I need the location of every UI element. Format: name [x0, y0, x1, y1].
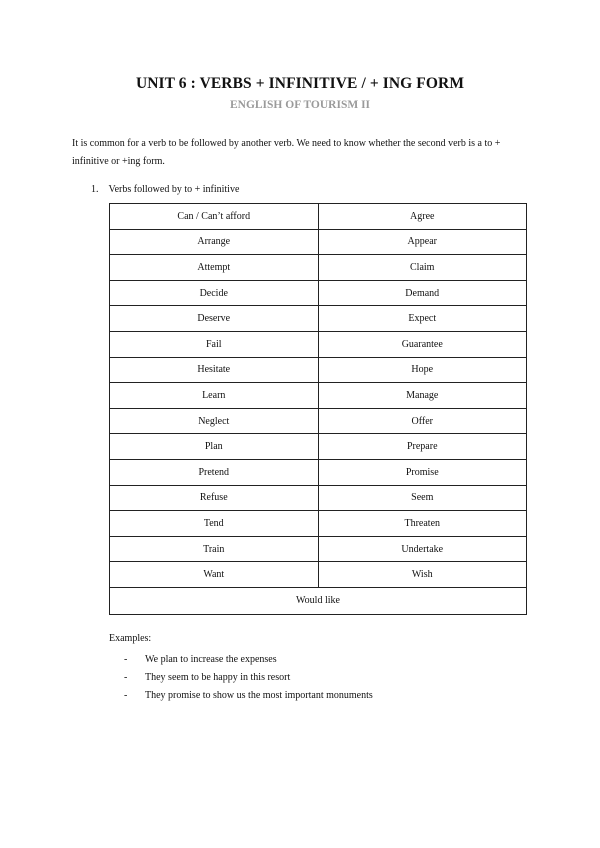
intro-line-1: It is common for a verb to be followed by another verb. We need to know whether the second verb is a to +	[72, 138, 501, 149]
verb-cell-left: Arrange	[110, 229, 319, 255]
verb-cell-left: Decide	[110, 280, 319, 306]
verb-cell-right: Manage	[318, 383, 527, 409]
verb-cell-right: Appear	[318, 229, 527, 255]
table-row	[110, 485, 527, 511]
example-item	[124, 651, 373, 669]
verb-cell-right: Offer	[318, 408, 527, 434]
verb-cell-right: Hope	[318, 357, 527, 383]
page-subtitle: ENGLISH OF TOURISM II	[229, 99, 371, 111]
verbs-table	[109, 203, 527, 615]
verb-cell-right: Claim	[318, 255, 527, 281]
example-bullet: -	[124, 672, 128, 683]
table-row	[110, 383, 527, 409]
table-row	[110, 204, 527, 230]
table-row	[110, 306, 527, 332]
examples-label: Examples:	[109, 633, 152, 644]
example-item	[124, 687, 373, 705]
section-heading-text: Verbs followed by to + infinitive	[108, 184, 240, 195]
example-text: They promise to show us the most important monuments	[145, 690, 373, 701]
examples-list	[124, 651, 373, 705]
verb-cell-left: Tend	[110, 511, 319, 537]
verb-cell-left: Want	[110, 562, 319, 588]
verb-cell-left: Pretend	[110, 459, 319, 485]
page-title: UNIT 6 : VERBS + INFINITIVE / + ING FORM	[135, 75, 465, 92]
table-row	[110, 459, 527, 485]
verb-cell-left: Fail	[110, 331, 319, 357]
table-row	[110, 331, 527, 357]
table-row	[110, 357, 527, 383]
verb-cell-left: Plan	[110, 434, 319, 460]
verb-cell-right: Wish	[318, 562, 527, 588]
table-row	[110, 229, 527, 255]
example-text: We plan to increase the expenses	[145, 654, 277, 665]
verb-cell-left: Refuse	[110, 485, 319, 511]
table-row	[110, 511, 527, 537]
verb-cell-left: Attempt	[110, 255, 319, 281]
table-row	[110, 562, 527, 588]
table-row	[110, 434, 527, 460]
verb-cell-left: Learn	[110, 383, 319, 409]
example-bullet: -	[124, 654, 128, 665]
intro-line-2: infinitive or +ing form.	[72, 156, 165, 167]
verb-cell-left: Hesitate	[110, 357, 319, 383]
section-number: 1.	[91, 184, 99, 195]
intro-paragraph	[72, 135, 532, 171]
table-row	[110, 408, 527, 434]
table-row	[110, 280, 527, 306]
verb-cell-right: Seem	[318, 485, 527, 511]
example-item	[124, 669, 373, 687]
verb-cell-full: Would like	[110, 587, 527, 614]
verb-cell-right: Undertake	[318, 536, 527, 562]
section-heading	[91, 184, 239, 195]
verb-cell-right: Promise	[318, 459, 527, 485]
verb-cell-right: Agree	[318, 204, 527, 230]
example-text: They seem to be happy in this resort	[145, 672, 291, 683]
table-row	[110, 536, 527, 562]
table-row	[110, 587, 527, 614]
verb-cell-right: Prepare	[318, 434, 527, 460]
verb-cell-left: Can / Can’t afford	[110, 204, 319, 230]
example-bullet: -	[124, 690, 128, 701]
verb-cell-right: Expect	[318, 306, 527, 332]
verb-cell-left: Deserve	[110, 306, 319, 332]
verb-cell-left: Neglect	[110, 408, 319, 434]
verb-cell-right: Guarantee	[318, 331, 527, 357]
verb-cell-left: Train	[110, 536, 319, 562]
verb-cell-right: Threaten	[318, 511, 527, 537]
verb-cell-right: Demand	[318, 280, 527, 306]
table-row	[110, 255, 527, 281]
